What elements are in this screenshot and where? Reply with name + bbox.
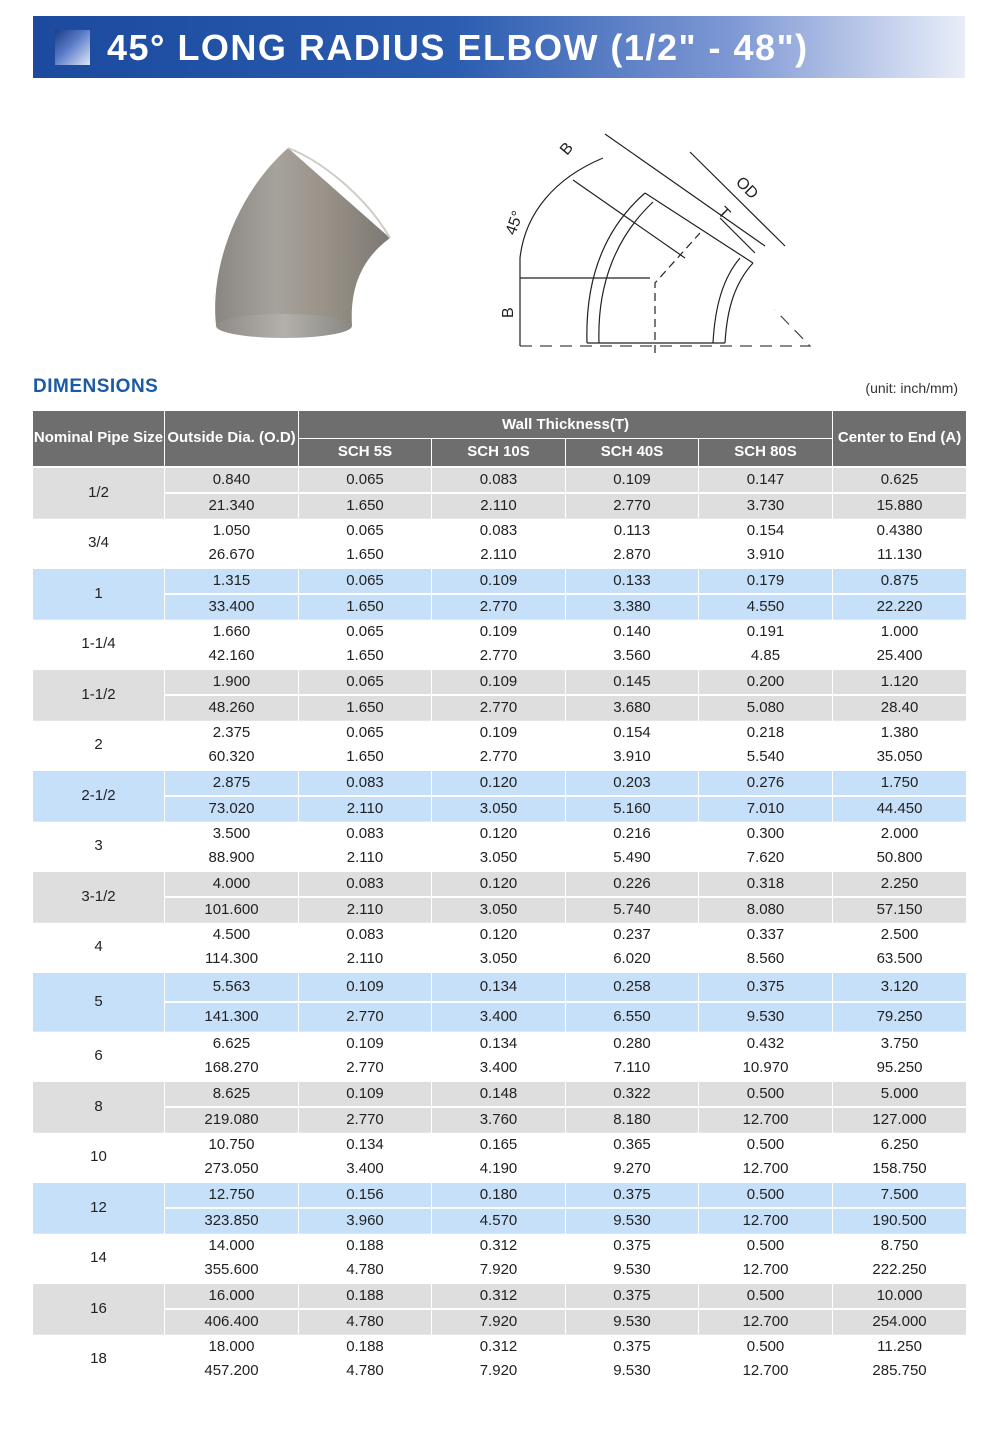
inch-value-cell: 3.120: [833, 972, 967, 1002]
inch-value-cell: 0.875: [833, 568, 967, 594]
mm-value-cell: 11.130: [833, 543, 967, 568]
mm-value-cell: 79.250: [833, 1002, 967, 1032]
mm-value-cell: 3.380: [566, 594, 699, 620]
table-row: [33, 1233, 967, 1258]
mm-value-cell: 1.650: [299, 644, 432, 669]
mm-value-cell: 4.85: [699, 644, 833, 669]
inch-value-cell: 0.134: [432, 972, 566, 1002]
mm-value-cell: 114.300: [165, 947, 299, 972]
inch-value-cell: 1.380: [833, 720, 967, 745]
header-outside-dia: Outside Dia. (O.D): [165, 411, 299, 467]
inch-value-cell: 0.065: [299, 720, 432, 745]
header-center-to-end: Center to End (A): [833, 411, 967, 467]
mm-value-cell: 7.920: [432, 1359, 566, 1383]
table-row: [33, 1132, 967, 1157]
mm-value-cell: 6.020: [566, 947, 699, 972]
inch-value-cell: 0.203: [566, 770, 699, 796]
mm-value-cell: 4.190: [432, 1157, 566, 1182]
banner-square-icon: [55, 30, 90, 65]
table-row: [33, 467, 967, 493]
mm-value-cell: 3.560: [566, 644, 699, 669]
mm-value-cell: 9.530: [566, 1208, 699, 1234]
inch-value-cell: 0.120: [432, 922, 566, 947]
table-row: [33, 644, 967, 669]
inch-value-cell: 6.250: [833, 1132, 967, 1157]
mm-value-cell: 50.800: [833, 846, 967, 871]
mm-value-cell: 158.750: [833, 1157, 967, 1182]
mm-value-cell: 4.570: [432, 1208, 566, 1234]
inch-value-cell: 0.188: [299, 1334, 432, 1359]
mm-value-cell: 12.700: [699, 1107, 833, 1133]
mm-value-cell: 219.080: [165, 1107, 299, 1133]
inch-value-cell: 0.625: [833, 467, 967, 493]
inch-value-cell: 0.083: [432, 518, 566, 543]
mm-value-cell: 254.000: [833, 1309, 967, 1335]
mm-value-cell: 12.700: [699, 1157, 833, 1182]
inch-value-cell: 10.000: [833, 1283, 967, 1309]
mm-value-cell: 2.110: [299, 846, 432, 871]
mm-value-cell: 9.530: [566, 1359, 699, 1383]
inch-value-cell: 0.375: [566, 1233, 699, 1258]
drawing-label-od: OD: [732, 173, 762, 203]
nominal-size-cell: 16: [33, 1283, 165, 1335]
inch-value-cell: 0.500: [699, 1132, 833, 1157]
inch-value-cell: 0.191: [699, 619, 833, 644]
mm-value-cell: 7.110: [566, 1056, 699, 1081]
table-row: [33, 695, 967, 721]
inch-value-cell: 0.500: [699, 1182, 833, 1208]
inch-value-cell: 0.134: [432, 1031, 566, 1056]
inch-value-cell: 0.375: [699, 972, 833, 1002]
inch-value-cell: 0.154: [699, 518, 833, 543]
header-nominal-pipe-size: Nominal Pipe Size: [33, 411, 165, 467]
mm-value-cell: 26.670: [165, 543, 299, 568]
mm-value-cell: 2.110: [432, 493, 566, 519]
inch-value-cell: 0.318: [699, 871, 833, 897]
inch-value-cell: 0.337: [699, 922, 833, 947]
mm-value-cell: 3.400: [432, 1056, 566, 1081]
mm-value-cell: 2.770: [566, 493, 699, 519]
mm-value-cell: 4.550: [699, 594, 833, 620]
mm-value-cell: 2.110: [299, 897, 432, 923]
mm-value-cell: 12.700: [699, 1258, 833, 1283]
table-row: [33, 796, 967, 822]
mm-value-cell: 8.180: [566, 1107, 699, 1133]
mm-value-cell: 7.010: [699, 796, 833, 822]
table-row: [33, 543, 967, 568]
inch-value-cell: 0.147: [699, 467, 833, 493]
mm-value-cell: 22.220: [833, 594, 967, 620]
mm-value-cell: 95.250: [833, 1056, 967, 1081]
nominal-size-cell: 4: [33, 922, 165, 972]
mm-value-cell: 3.730: [699, 493, 833, 519]
mm-value-cell: 73.020: [165, 796, 299, 822]
table-row: [33, 619, 967, 644]
inch-value-cell: 0.109: [432, 568, 566, 594]
inch-value-cell: 1.750: [833, 770, 967, 796]
mm-value-cell: 12.700: [699, 1309, 833, 1335]
inch-value-cell: 0.365: [566, 1132, 699, 1157]
inch-value-cell: 0.148: [432, 1081, 566, 1107]
inch-value-cell: 1.660: [165, 619, 299, 644]
inch-value-cell: 0.276: [699, 770, 833, 796]
mm-value-cell: 2.770: [432, 644, 566, 669]
table-row: [33, 493, 967, 519]
table-row: [33, 1258, 967, 1283]
inch-value-cell: 0.188: [299, 1283, 432, 1309]
mm-value-cell: 190.500: [833, 1208, 967, 1234]
mm-value-cell: 7.620: [699, 846, 833, 871]
table-row: [33, 1157, 967, 1182]
mm-value-cell: 25.400: [833, 644, 967, 669]
mm-value-cell: 2.110: [299, 796, 432, 822]
inch-value-cell: 2.875: [165, 770, 299, 796]
inch-value-cell: 0.120: [432, 770, 566, 796]
drawing-label-b-top: B: [557, 139, 577, 159]
inch-value-cell: 0.300: [699, 821, 833, 846]
mm-value-cell: 2.770: [432, 594, 566, 620]
nominal-size-cell: 3: [33, 821, 165, 871]
inch-value-cell: 0.156: [299, 1182, 432, 1208]
drawing-label-b-side: B: [500, 307, 517, 318]
inch-value-cell: 10.750: [165, 1132, 299, 1157]
inch-value-cell: 0.280: [566, 1031, 699, 1056]
mm-value-cell: 406.400: [165, 1309, 299, 1335]
mm-value-cell: 4.780: [299, 1359, 432, 1383]
table-row: [33, 1081, 967, 1107]
mm-value-cell: 5.080: [699, 695, 833, 721]
header-sch5s: SCH 5S: [299, 439, 432, 467]
table-row: [33, 1107, 967, 1133]
mm-value-cell: 5.160: [566, 796, 699, 822]
mm-value-cell: 3.050: [432, 947, 566, 972]
mm-value-cell: 2.770: [432, 745, 566, 770]
mm-value-cell: 3.050: [432, 897, 566, 923]
inch-value-cell: 8.750: [833, 1233, 967, 1258]
inch-value-cell: 0.180: [432, 1182, 566, 1208]
inch-value-cell: 12.750: [165, 1182, 299, 1208]
inch-value-cell: 7.500: [833, 1182, 967, 1208]
mm-value-cell: 7.920: [432, 1258, 566, 1283]
inch-value-cell: 0.500: [699, 1081, 833, 1107]
inch-value-cell: 0.500: [699, 1334, 833, 1359]
header-wall-thickness: Wall Thickness(T): [299, 411, 833, 439]
mm-value-cell: 4.780: [299, 1309, 432, 1335]
inch-value-cell: 0.083: [299, 871, 432, 897]
inch-value-cell: 0.083: [299, 821, 432, 846]
inch-value-cell: 0.133: [566, 568, 699, 594]
mm-value-cell: 33.400: [165, 594, 299, 620]
inch-value-cell: 11.250: [833, 1334, 967, 1359]
table-row: [33, 594, 967, 620]
mm-value-cell: 101.600: [165, 897, 299, 923]
mm-value-cell: 9.530: [699, 1002, 833, 1032]
inch-value-cell: 0.140: [566, 619, 699, 644]
inch-value-cell: 0.375: [566, 1182, 699, 1208]
table-row: [33, 1334, 967, 1359]
inch-value-cell: 0.065: [299, 518, 432, 543]
inch-value-cell: 0.109: [299, 1081, 432, 1107]
inch-value-cell: 0.134: [299, 1132, 432, 1157]
table-row: [33, 871, 967, 897]
table-row: [33, 1002, 967, 1032]
inch-value-cell: 0.165: [432, 1132, 566, 1157]
inch-value-cell: 0.312: [432, 1233, 566, 1258]
mm-value-cell: 1.650: [299, 695, 432, 721]
table-row: [33, 770, 967, 796]
mm-value-cell: 3.910: [699, 543, 833, 568]
inch-value-cell: 1.315: [165, 568, 299, 594]
mm-value-cell: 60.320: [165, 745, 299, 770]
mm-value-cell: 2.770: [299, 1107, 432, 1133]
inch-value-cell: 1.120: [833, 669, 967, 695]
inch-value-cell: 0.109: [566, 467, 699, 493]
nominal-size-cell: 1/2: [33, 467, 165, 519]
nominal-size-cell: 8: [33, 1081, 165, 1133]
inch-value-cell: 0.109: [432, 669, 566, 695]
nominal-size-cell: 6: [33, 1031, 165, 1081]
table-row: [33, 720, 967, 745]
mm-value-cell: 63.500: [833, 947, 967, 972]
inch-value-cell: 0.065: [299, 619, 432, 644]
mm-value-cell: 12.700: [699, 1359, 833, 1383]
section-title: DIMENSIONS: [33, 376, 159, 397]
inch-value-cell: 4.000: [165, 871, 299, 897]
mm-value-cell: 3.050: [432, 846, 566, 871]
inch-value-cell: 0.083: [299, 922, 432, 947]
table-row: [33, 745, 967, 770]
dimensions-table: [32, 410, 967, 1383]
mm-value-cell: 3.960: [299, 1208, 432, 1234]
header-sch80s: SCH 80S: [699, 439, 833, 467]
mm-value-cell: 2.770: [299, 1002, 432, 1032]
mm-value-cell: 8.560: [699, 947, 833, 972]
drawing-label-t: T: [714, 203, 734, 223]
mm-value-cell: 457.200: [165, 1359, 299, 1383]
elbow-product-photo: [200, 140, 410, 350]
inch-value-cell: 0.065: [299, 669, 432, 695]
mm-value-cell: 9.530: [566, 1258, 699, 1283]
table-row: [33, 897, 967, 923]
mm-value-cell: 8.080: [699, 897, 833, 923]
inch-value-cell: 0.840: [165, 467, 299, 493]
nominal-size-cell: 18: [33, 1334, 165, 1383]
table-row: [33, 1182, 967, 1208]
table-row: [33, 972, 967, 1002]
inch-value-cell: 0.312: [432, 1283, 566, 1309]
inch-value-cell: 8.625: [165, 1081, 299, 1107]
nominal-size-cell: 1-1/2: [33, 669, 165, 721]
mm-value-cell: 48.260: [165, 695, 299, 721]
nominal-size-cell: 1-1/4: [33, 619, 165, 669]
mm-value-cell: 3.910: [566, 745, 699, 770]
table-row: [33, 1031, 967, 1056]
mm-value-cell: 222.250: [833, 1258, 967, 1283]
nominal-size-cell: 1: [33, 568, 165, 620]
table-row: [33, 922, 967, 947]
inch-value-cell: 0.145: [566, 669, 699, 695]
nominal-size-cell: 14: [33, 1233, 165, 1283]
header-sch10s: SCH 10S: [432, 439, 566, 467]
unit-note: (unit: inch/mm): [865, 380, 958, 396]
mm-value-cell: 3.050: [432, 796, 566, 822]
table-row: [33, 1208, 967, 1234]
mm-value-cell: 57.150: [833, 897, 967, 923]
table-row: [33, 669, 967, 695]
mm-value-cell: 285.750: [833, 1359, 967, 1383]
inch-value-cell: 0.312: [432, 1334, 566, 1359]
table-row: [33, 568, 967, 594]
mm-value-cell: 12.700: [699, 1208, 833, 1234]
mm-value-cell: 35.050: [833, 745, 967, 770]
inch-value-cell: 0.188: [299, 1233, 432, 1258]
mm-value-cell: 3.680: [566, 695, 699, 721]
inch-value-cell: 2.250: [833, 871, 967, 897]
inch-value-cell: 0.065: [299, 467, 432, 493]
mm-value-cell: 28.40: [833, 695, 967, 721]
inch-value-cell: 0.179: [699, 568, 833, 594]
mm-value-cell: 2.110: [299, 947, 432, 972]
inch-value-cell: 1.000: [833, 619, 967, 644]
inch-value-cell: 1.050: [165, 518, 299, 543]
mm-value-cell: 42.160: [165, 644, 299, 669]
inch-value-cell: 0.109: [432, 720, 566, 745]
table-row: [33, 1283, 967, 1309]
nominal-size-cell: 2: [33, 720, 165, 770]
inch-value-cell: 0.120: [432, 871, 566, 897]
mm-value-cell: 323.850: [165, 1208, 299, 1234]
inch-value-cell: 2.500: [833, 922, 967, 947]
inch-value-cell: 18.000: [165, 1334, 299, 1359]
mm-value-cell: 127.000: [833, 1107, 967, 1133]
mm-value-cell: 10.970: [699, 1056, 833, 1081]
nominal-size-cell: 10: [33, 1132, 165, 1182]
mm-value-cell: 5.740: [566, 897, 699, 923]
mm-value-cell: 2.110: [432, 543, 566, 568]
table-row: [33, 1056, 967, 1081]
mm-value-cell: 3.400: [432, 1002, 566, 1032]
nominal-size-cell: 5: [33, 972, 165, 1032]
mm-value-cell: 9.270: [566, 1157, 699, 1182]
mm-value-cell: 6.550: [566, 1002, 699, 1032]
inch-value-cell: 2.375: [165, 720, 299, 745]
mm-value-cell: 1.650: [299, 594, 432, 620]
inch-value-cell: 5.000: [833, 1081, 967, 1107]
mm-value-cell: 141.300: [165, 1002, 299, 1032]
header-sch40s: SCH 40S: [566, 439, 699, 467]
inch-value-cell: 0.500: [699, 1233, 833, 1258]
inch-value-cell: 0.258: [566, 972, 699, 1002]
mm-value-cell: 1.650: [299, 493, 432, 519]
inch-value-cell: 0.113: [566, 518, 699, 543]
inch-value-cell: 6.625: [165, 1031, 299, 1056]
inch-value-cell: 3.500: [165, 821, 299, 846]
inch-value-cell: 0.154: [566, 720, 699, 745]
mm-value-cell: 355.600: [165, 1258, 299, 1283]
inch-value-cell: 0.083: [299, 770, 432, 796]
inch-value-cell: 3.750: [833, 1031, 967, 1056]
table-row: [33, 1309, 967, 1335]
mm-value-cell: 1.650: [299, 543, 432, 568]
inch-value-cell: 2.000: [833, 821, 967, 846]
mm-value-cell: 5.540: [699, 745, 833, 770]
inch-value-cell: 0.226: [566, 871, 699, 897]
inch-value-cell: 5.563: [165, 972, 299, 1002]
mm-value-cell: 2.770: [432, 695, 566, 721]
inch-value-cell: 14.000: [165, 1233, 299, 1258]
inch-value-cell: 0.375: [566, 1283, 699, 1309]
mm-value-cell: 15.880: [833, 493, 967, 519]
inch-value-cell: 0.109: [299, 972, 432, 1002]
inch-value-cell: 0.200: [699, 669, 833, 695]
mm-value-cell: 4.780: [299, 1258, 432, 1283]
table-row: [33, 821, 967, 846]
inch-value-cell: 4.500: [165, 922, 299, 947]
inch-value-cell: 0.216: [566, 821, 699, 846]
mm-value-cell: 273.050: [165, 1157, 299, 1182]
mm-value-cell: 3.400: [299, 1157, 432, 1182]
inch-value-cell: 0.432: [699, 1031, 833, 1056]
mm-value-cell: 168.270: [165, 1056, 299, 1081]
nominal-size-cell: 3/4: [33, 518, 165, 568]
mm-value-cell: 2.770: [299, 1056, 432, 1081]
page-title: 45° LONG RADIUS ELBOW (1/2" - 48"): [107, 27, 809, 68]
mm-value-cell: 3.760: [432, 1107, 566, 1133]
mm-value-cell: 7.920: [432, 1309, 566, 1335]
title-banner: [33, 16, 965, 78]
table-row: [33, 947, 967, 972]
mm-value-cell: 44.450: [833, 796, 967, 822]
nominal-size-cell: 3-1/2: [33, 871, 165, 923]
drawing-label-angle: 45°: [502, 208, 528, 238]
mm-value-cell: 1.650: [299, 745, 432, 770]
inch-value-cell: 0.500: [699, 1283, 833, 1309]
table-row: [33, 518, 967, 543]
inch-value-cell: 0.120: [432, 821, 566, 846]
inch-value-cell: 16.000: [165, 1283, 299, 1309]
inch-value-cell: 0.083: [432, 467, 566, 493]
mm-value-cell: 21.340: [165, 493, 299, 519]
inch-value-cell: 0.218: [699, 720, 833, 745]
mm-value-cell: 5.490: [566, 846, 699, 871]
nominal-size-cell: 2-1/2: [33, 770, 165, 822]
inch-value-cell: 0.4380: [833, 518, 967, 543]
elbow-technical-drawing: [485, 118, 825, 358]
mm-value-cell: 88.900: [165, 846, 299, 871]
inch-value-cell: 0.237: [566, 922, 699, 947]
inch-value-cell: 0.322: [566, 1081, 699, 1107]
mm-value-cell: 2.870: [566, 543, 699, 568]
mm-value-cell: 9.530: [566, 1309, 699, 1335]
inch-value-cell: 0.375: [566, 1334, 699, 1359]
inch-value-cell: 0.065: [299, 568, 432, 594]
nominal-size-cell: 12: [33, 1182, 165, 1234]
inch-value-cell: 0.109: [299, 1031, 432, 1056]
inch-value-cell: 1.900: [165, 669, 299, 695]
inch-value-cell: 0.109: [432, 619, 566, 644]
table-row: [33, 1359, 967, 1383]
table-row: [33, 846, 967, 871]
